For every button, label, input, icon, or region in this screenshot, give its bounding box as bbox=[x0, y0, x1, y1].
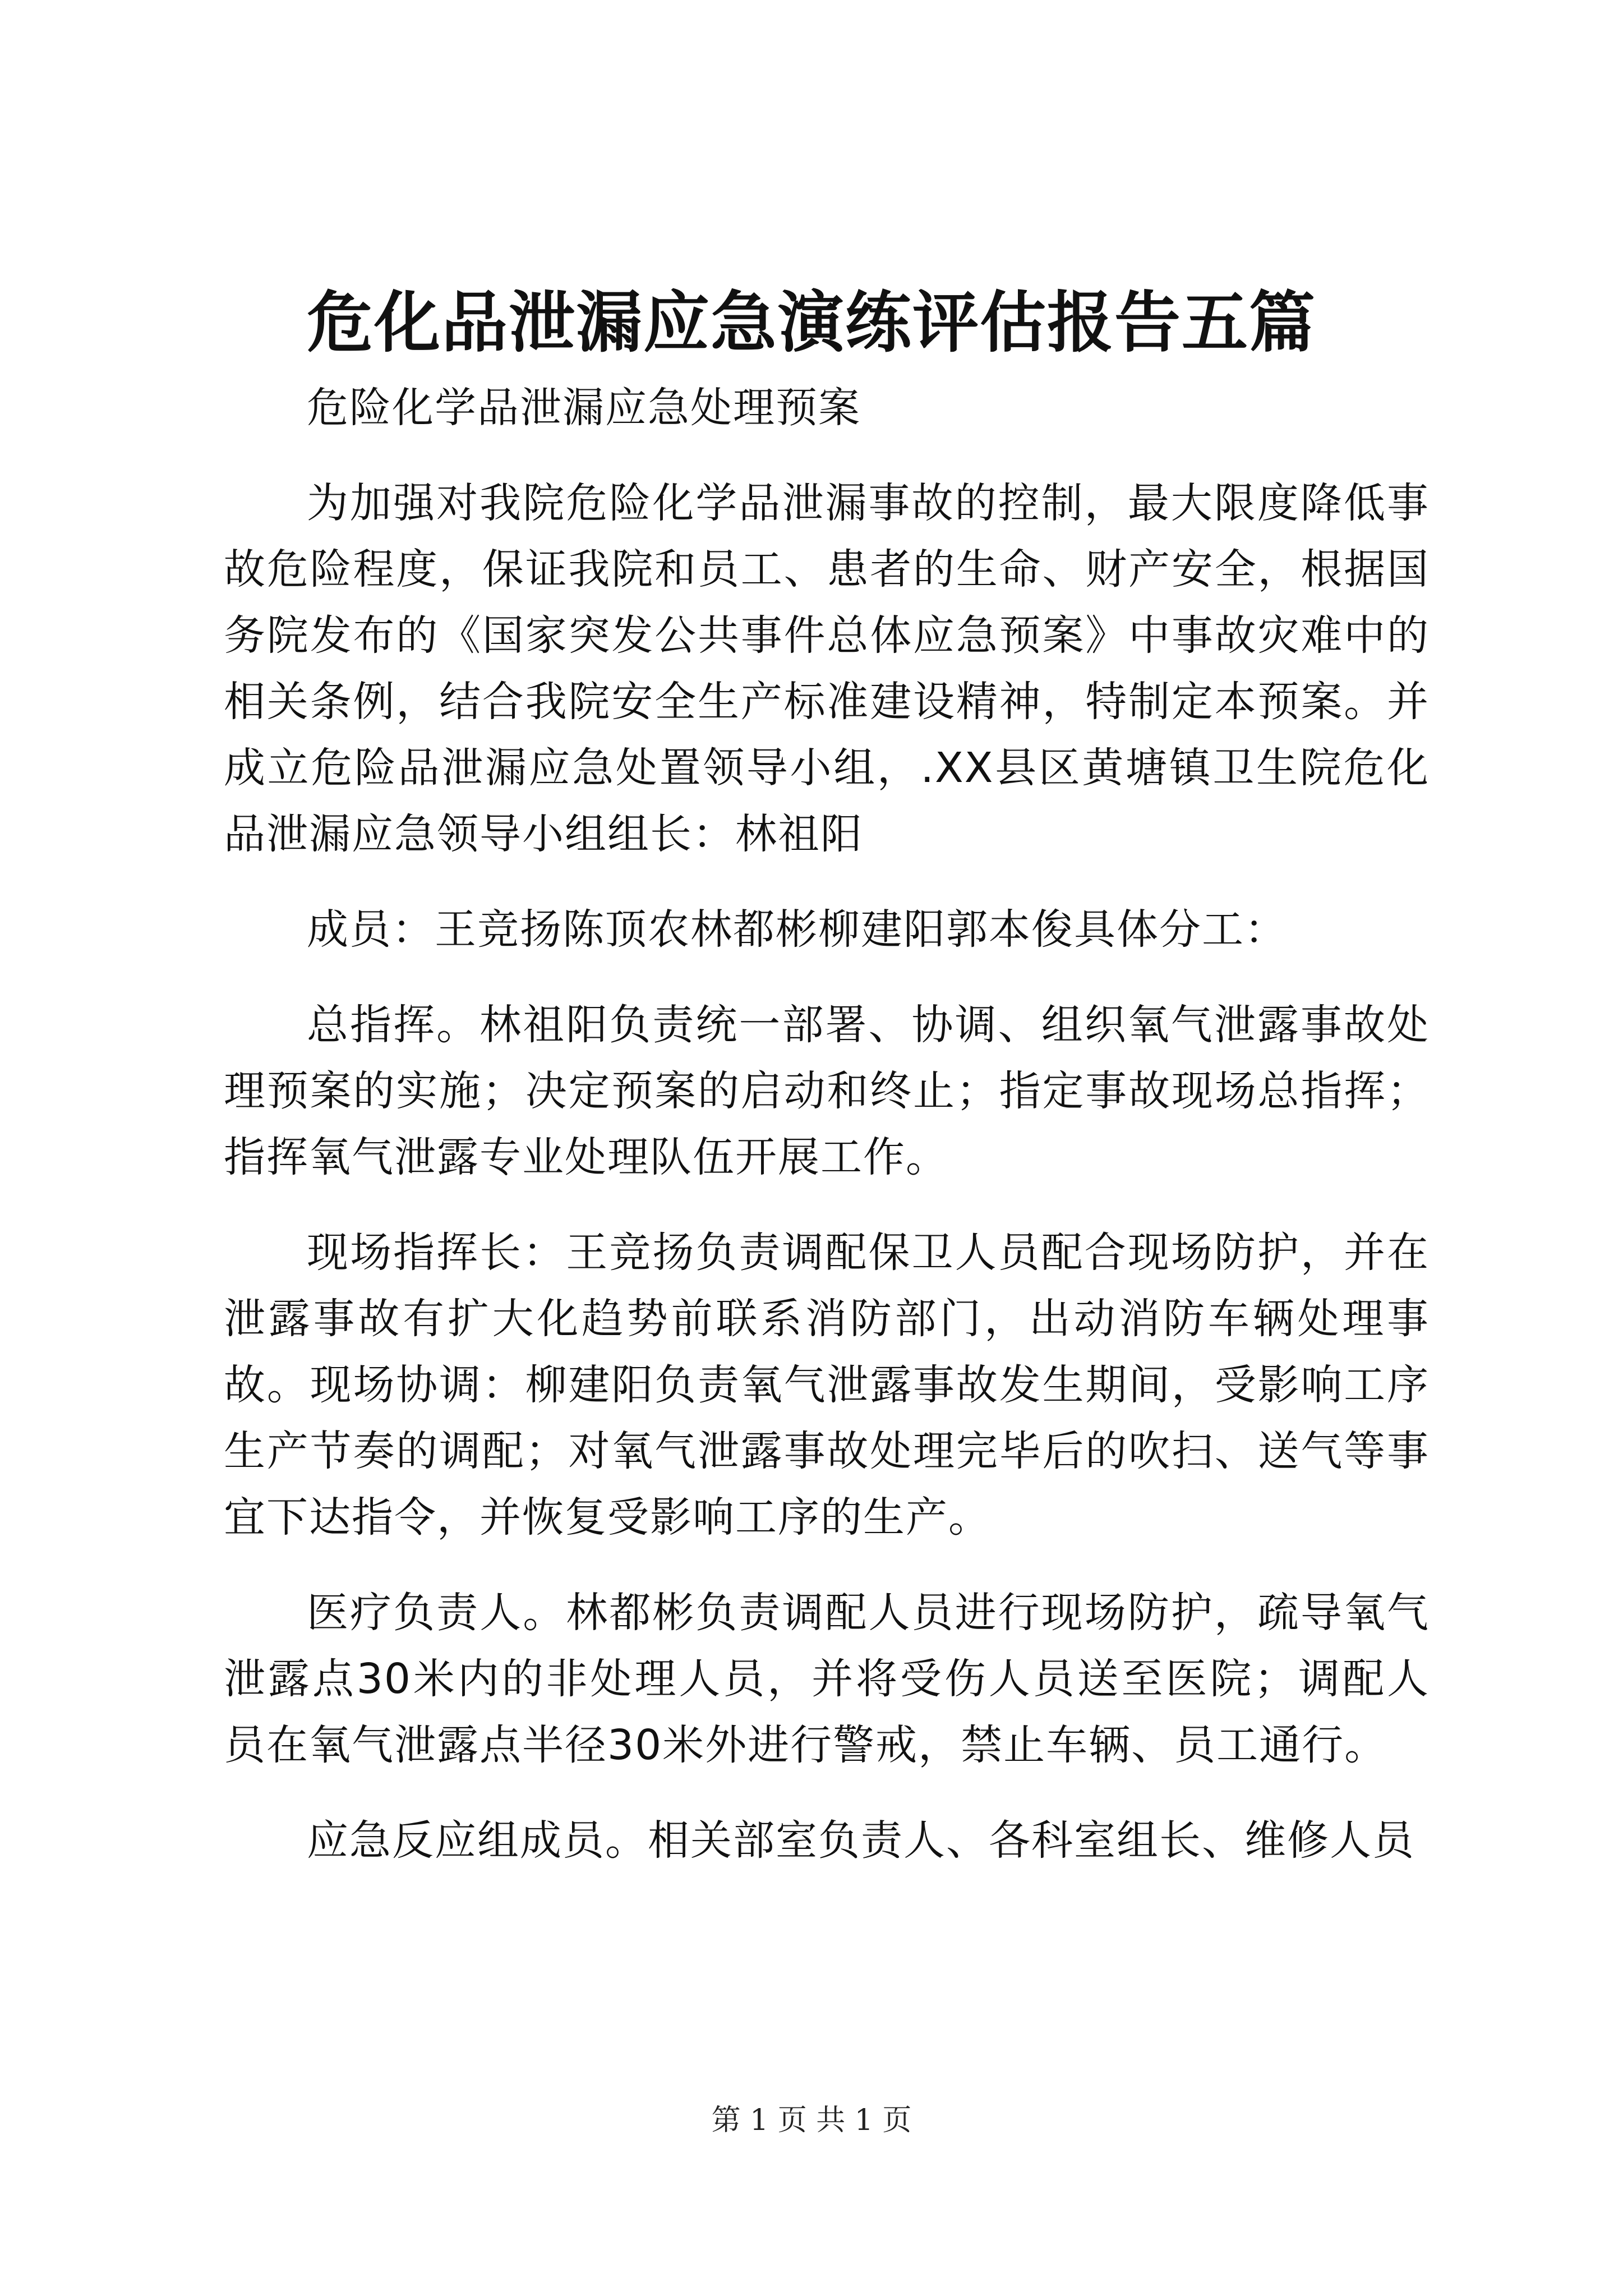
document-title: 危化品泄漏应急演练评估报告五篇 bbox=[306, 283, 1316, 361]
page-number-footer: 第 1 页 共 1 页 bbox=[711, 2104, 912, 2137]
document-body bbox=[224, 375, 1430, 1903]
paragraph-response-team: 应急反应组成员。相关部室负责人、各科室组长、维修人员 bbox=[307, 1816, 1415, 1865]
paragraph-purpose: 为加强对我院危险化学品泄漏事故的控制，最大限度降低事故危险程度，保证我院和员工、患者的生命、财产安全，根据国务院发布的《国家突发公共事件总体应急预案》中事故灾难中的相关条例，结合我院安全生产标准建设精神，特制定本预案。并成立危险品泄漏应急处置领导小组，.XX县区黄塘镇卫生院危化品泄漏应急领导小组组长：林祖阳 bbox=[224, 479, 1430, 858]
paragraph-medical-lead: 医疗负责人。林都彬负责调配人员进行现场防护，疏导氧气泄露点30米内的非处理人员，并将受伤人员送至医院；调配人员在氧气泄露点半径30米外进行警戒，禁止车辆、员工通行。 bbox=[224, 1589, 1430, 1769]
paragraph-members: 成员：王竞扬陈顶农林都彬柳建阳郭本俊具体分工： bbox=[307, 905, 1287, 954]
paragraph-plan-heading: 危险化学品泄漏应急处理预案 bbox=[307, 384, 861, 432]
paragraph-commander: 总指挥。林祖阳负责统一部署、协调、组织氧气泄露事故处理预案的实施；决定预案的启动和终止；指定事故现场总指挥；指挥氧气泄露专业处理队伍开展工作。 bbox=[224, 1001, 1430, 1181]
paragraph-site-commander: 现场指挥长：王竞扬负责调配保卫人员配合现场防护，并在泄露事故有扩大化趋势前联系消防部门，出动消防车辆处理事故。现场协调：柳建阳负责氧气泄露事故发生期间，受影响工序生产节奏的调配；对氧气泄露事故处理完毕后的吹扫、送气等事宜下达指令，并恢复受影响工序的生产。 bbox=[224, 1228, 1430, 1542]
